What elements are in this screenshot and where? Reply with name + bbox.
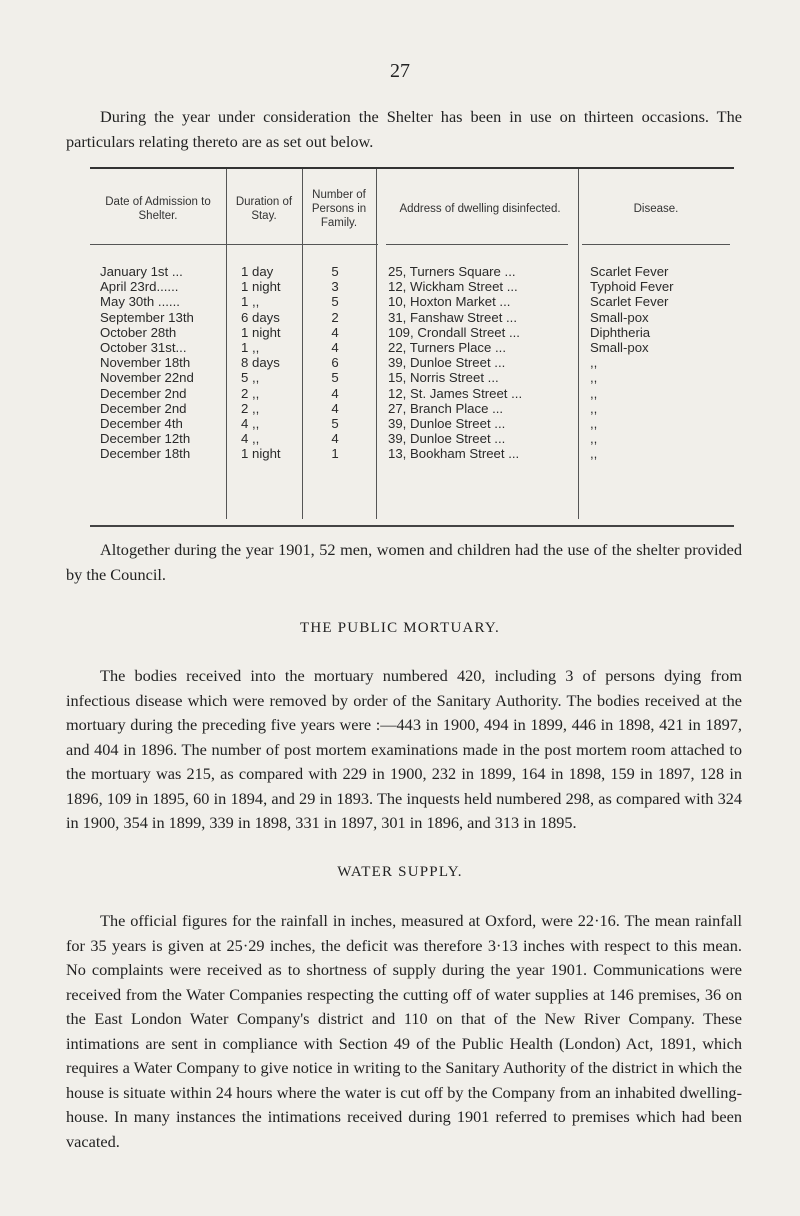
row-duration: 2 ,, xyxy=(241,385,260,401)
row-duration: 1 night xyxy=(241,279,281,295)
row-persons: 5 xyxy=(331,264,339,279)
table-row xyxy=(90,386,734,401)
table-row xyxy=(90,310,734,325)
header-rule xyxy=(90,244,378,245)
row-persons: 5 xyxy=(331,415,339,431)
table-row xyxy=(90,325,734,340)
header-rule xyxy=(386,244,568,245)
row-address: 12, Wickham Street ... xyxy=(388,279,518,295)
row-address: 39, Dunloe Street ... xyxy=(388,415,506,431)
row-duration: 4 ,, xyxy=(241,415,260,431)
row-persons: 4 xyxy=(331,324,339,340)
row-persons: 4 xyxy=(331,431,339,447)
row-address: 15, Norris Street ... xyxy=(388,370,499,386)
table-row xyxy=(90,431,734,446)
table-row xyxy=(90,264,734,279)
table-row xyxy=(90,355,734,370)
row-disease: Scarlet Fever xyxy=(590,294,669,310)
row-duration: 5 ,, xyxy=(241,370,260,386)
row-date: April 23rd...... xyxy=(100,279,179,295)
row-disease: ,, xyxy=(590,446,598,462)
row-disease: Typhoid Fever xyxy=(590,279,674,295)
table-body xyxy=(90,264,734,461)
row-duration: 1 day xyxy=(241,264,274,279)
after-table-paragraph: Altogether during the year 1901, 52 men, women and children had the use of the shelter provided by the Council. xyxy=(66,540,742,584)
row-address: 109, Crondall Street ... xyxy=(388,324,520,340)
table-row xyxy=(90,340,734,355)
header-duration: Duration of Stay. xyxy=(235,196,293,222)
row-persons: 1 xyxy=(331,446,339,462)
row-date: May 30th ...... xyxy=(100,294,180,310)
table-row xyxy=(90,416,734,431)
row-duration: 1 night xyxy=(241,446,281,462)
row-disease: Small-pox xyxy=(590,339,649,355)
table-row xyxy=(90,446,734,461)
row-date: September 13th xyxy=(100,309,194,325)
row-disease: Scarlet Fever xyxy=(590,264,669,279)
row-disease: ,, xyxy=(590,400,598,416)
row-address: 27, Branch Place ... xyxy=(388,400,504,416)
row-disease: ,, xyxy=(590,355,598,371)
table-row xyxy=(90,401,734,416)
intro-paragraph: During the year under consideration the Shelter has been in use on thirteen occasions. The particulars relating thereto are as set out below. xyxy=(66,107,742,151)
shelter-table xyxy=(90,167,734,527)
row-date: November 22nd xyxy=(100,370,194,386)
row-disease: Small-pox xyxy=(590,309,649,325)
header-persons: Number of Persons in Family. xyxy=(311,189,367,229)
row-disease: ,, xyxy=(590,370,598,386)
row-address: 25, Turners Square ... xyxy=(388,264,516,279)
row-persons: 4 xyxy=(331,400,339,416)
row-duration: 8 days xyxy=(241,355,280,371)
row-disease: ,, xyxy=(590,385,598,401)
row-duration: 1 ,, xyxy=(241,294,260,310)
row-persons: 2 xyxy=(331,309,339,325)
mortuary-heading: THE PUBLIC MORTUARY. xyxy=(300,620,500,636)
row-date: November 18th xyxy=(100,355,191,371)
row-persons: 4 xyxy=(331,385,339,401)
row-duration: 2 ,, xyxy=(241,400,260,416)
table-row xyxy=(90,370,734,385)
row-date: October 31st... xyxy=(100,339,187,355)
row-date: December 4th xyxy=(100,415,183,431)
row-duration: 4 ,, xyxy=(241,431,260,447)
row-persons: 6 xyxy=(331,355,339,371)
row-persons: 5 xyxy=(331,294,339,310)
row-date: January 1st ... xyxy=(100,264,183,279)
row-disease: ,, xyxy=(590,415,598,431)
row-date: December 2nd xyxy=(100,400,187,416)
mortuary-paragraph: The bodies received into the mortuary numbered 420, including 3 of persons dying from infectious disease which were removed by order of the Sanitary Authority. The bodies received at the mortuary during the preceding five years were :—443 in 1900, 494 in 1899, 446 in 1898, 421 in 1897, and 404 in 1896. The number of post mortem examinations made in the post mortem room attached to the mortuary was 215, as compared with 229 in 1900, 232 in 1899, 164 in 1898, 159 in 1897, 128 in 1896, 109 in 1895, 60 in 1894, and 29 in 1893. The inquests held numbered 298, as compared with 324 in 1900, 354 in 1899, 339 in 1898, 331 in 1897, 301 in 1896, and 313 in 1895. xyxy=(66,666,742,832)
row-duration: 6 days xyxy=(241,309,280,325)
header-address: Address of dwelling disinfected. xyxy=(399,203,561,215)
row-duration: 1 ,, xyxy=(241,339,260,355)
row-date: December 18th xyxy=(100,446,191,462)
row-address: 22, Turners Place ... xyxy=(388,339,507,355)
row-date: December 2nd xyxy=(100,385,187,401)
row-date: December 12th xyxy=(100,431,191,447)
water-supply-heading: WATER SUPPLY. xyxy=(337,864,463,880)
header-rule xyxy=(582,244,730,245)
row-persons: 4 xyxy=(331,339,339,355)
row-address: 31, Fanshaw Street ... xyxy=(388,309,518,325)
row-persons: 3 xyxy=(331,279,339,295)
row-address: 39, Dunloe Street ... xyxy=(388,431,506,447)
header-disease: Disease. xyxy=(633,203,679,215)
table-row xyxy=(90,279,734,294)
page-number: 27 xyxy=(390,60,410,82)
water-supply-paragraph: The official figures for the rainfall in inches, measured at Oxford, were 22·16. The mean rainfall for 35 years is given at 25·29 inches, the deficit was therefore 3·13 inches with respect to this mean. No complaints were received as to shortness of supply during the year 1901. Communications were received from the Water Companies respecting the cutting off of water supplies at 146 premises, 36 on the East London Water Company's district and 110 on that of the New River Company. These intimations are sent in compliance with Section 49 of the Public Health (London) Act, 1891, which requires a Water Company to give notice in writing to the Sanitary Authority of the district in which the house is situate within 24 hours where the water is cut off by the Company from an inhabited dwelling-house. In many instances the intimations received during 1901 referred to premises which had been vacated. xyxy=(66,911,742,1151)
row-persons: 5 xyxy=(331,370,339,386)
table-row xyxy=(90,294,734,309)
row-disease: ,, xyxy=(590,431,598,447)
row-address: 39, Dunloe Street ... xyxy=(388,355,506,371)
row-address: 12, St. James Street ... xyxy=(388,385,523,401)
header-date: Date of Admission to Shelter. xyxy=(105,196,211,222)
row-duration: 1 night xyxy=(241,324,281,340)
row-date: October 28th xyxy=(100,324,177,340)
row-disease: Diphtheria xyxy=(590,324,651,340)
row-address: 13, Bookham Street ... xyxy=(388,446,520,462)
row-address: 10, Hoxton Market ... xyxy=(388,294,511,310)
